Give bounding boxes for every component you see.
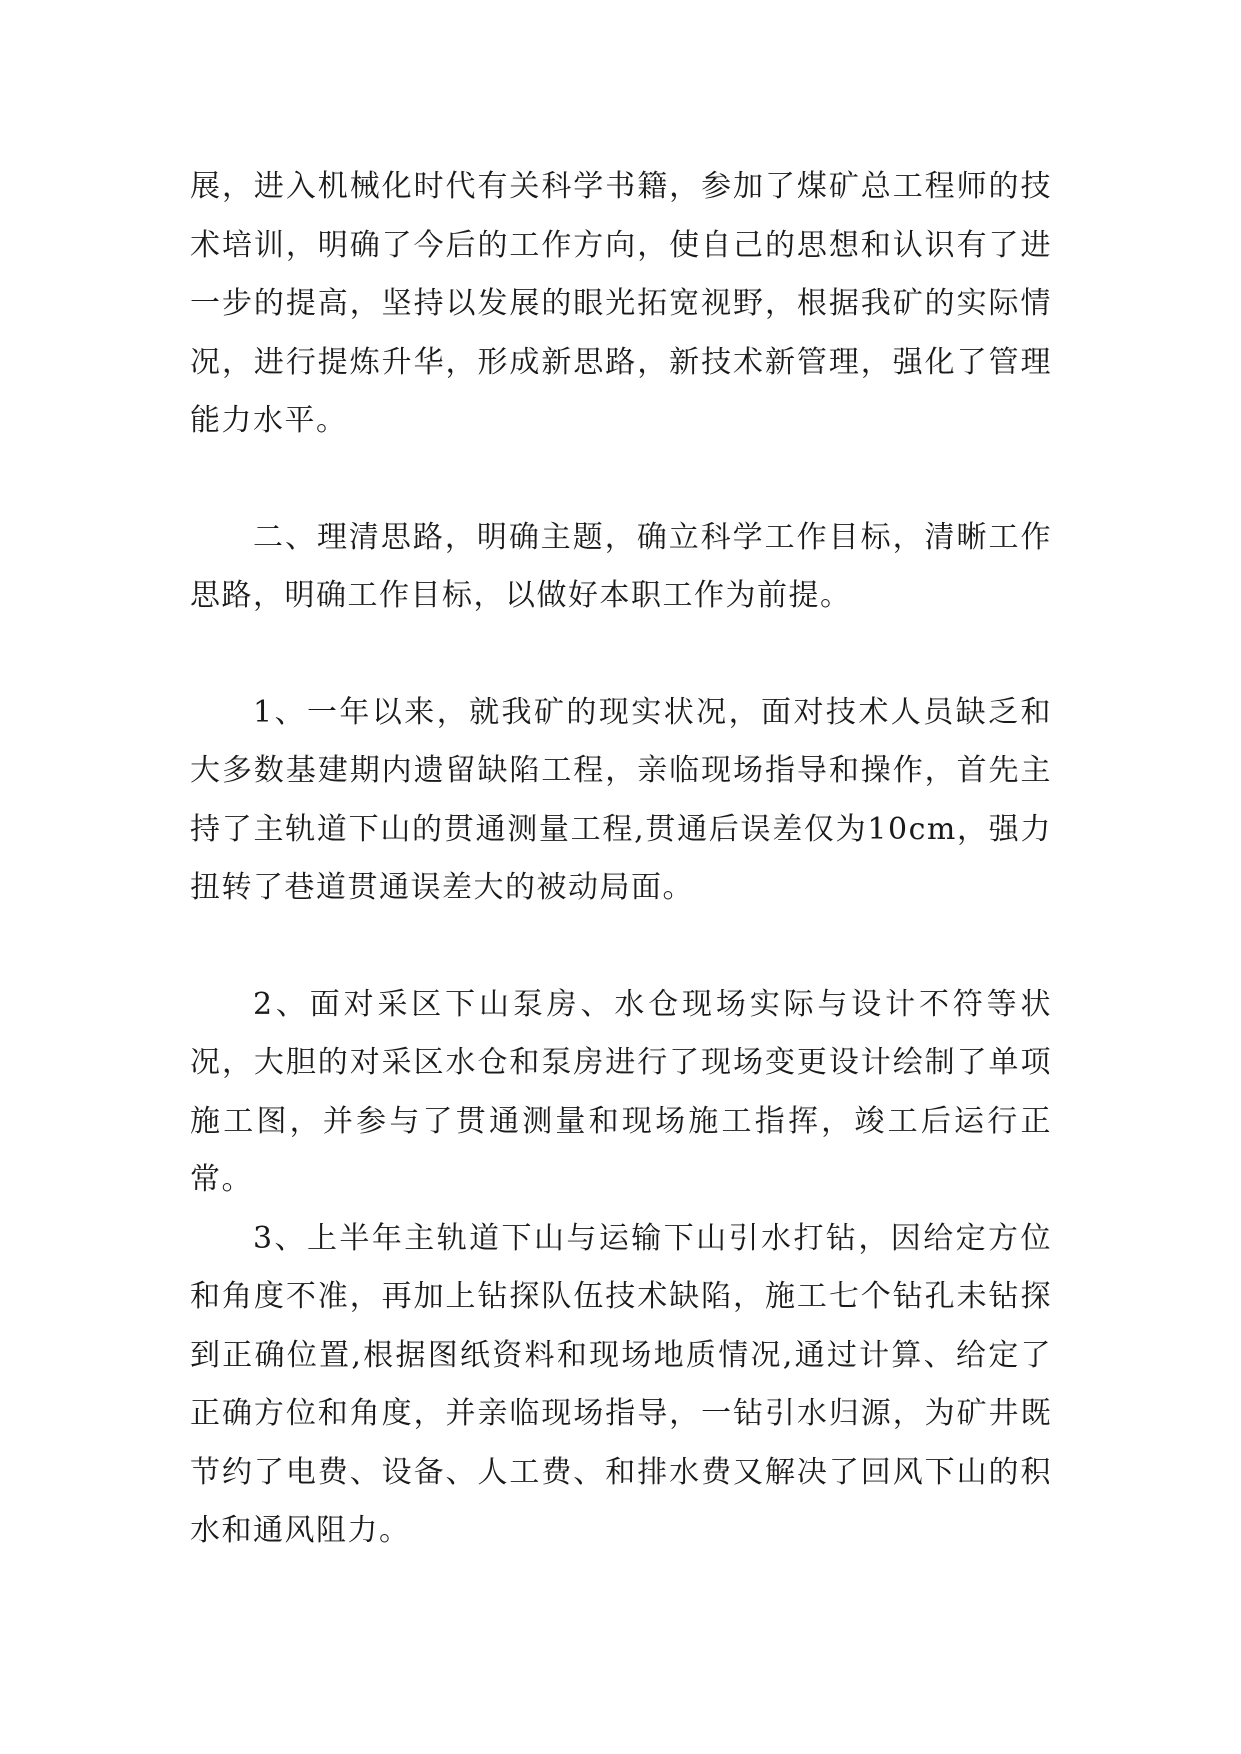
paragraph-item-3: 3、上半年主轨道下山与运输下山引水打钻，因给定方位和角度不准，再加上钻探队伍技术缺陷，施工七个钻孔未钻探到正确位置,根据图纸资料和现场地质情况,通过计算、给定了正确方位和角度，并亲临现场指导，一钻引水归源，为矿井既节约了电费、设备、人工费、和排水费又解决了回风下山的积水和通风阻力。 <box>190 1220 1052 1548</box>
paragraph-continued: 展，进入机械化时代有关科学书籍，参加了煤矿总工程师的技术培训，明确了今后的工作方向，使自己的思想和认识有了进一步的提高，坚持以发展的眼光拓宽视野，根据我矿的实际情况，进行提炼升华，形成新思路，新技术新管理，强化了管理能力水平。 <box>190 169 1052 438</box>
paragraph-item-2: 2、面对采区下山泵房、水仓现场实际与设计不符等状况，大胆的对采区水仓和泵房进行了现场变更设计绘制了单项施工图，并参与了贯通测量和现场施工指挥，竣工后运行正常。 <box>190 986 1052 1197</box>
paragraph-section-two: 二、理清思路，明确主题，确立科学工作目标，清晰工作思路，明确工作目标，以做好本职工作为前提。 <box>190 519 1052 613</box>
document-body <box>190 158 1052 1561</box>
paragraph-item-1: 1、一年以来，就我矿的现实状况，面对技术人员缺乏和大多数基建期内遗留缺陷工程，亲临现场指导和操作，首先主持了主轨道下山的贯通测量工程,贯通后误差仅为10cm，强力扭转了巷道贯通误差大的被动局面。 <box>190 694 1052 905</box>
